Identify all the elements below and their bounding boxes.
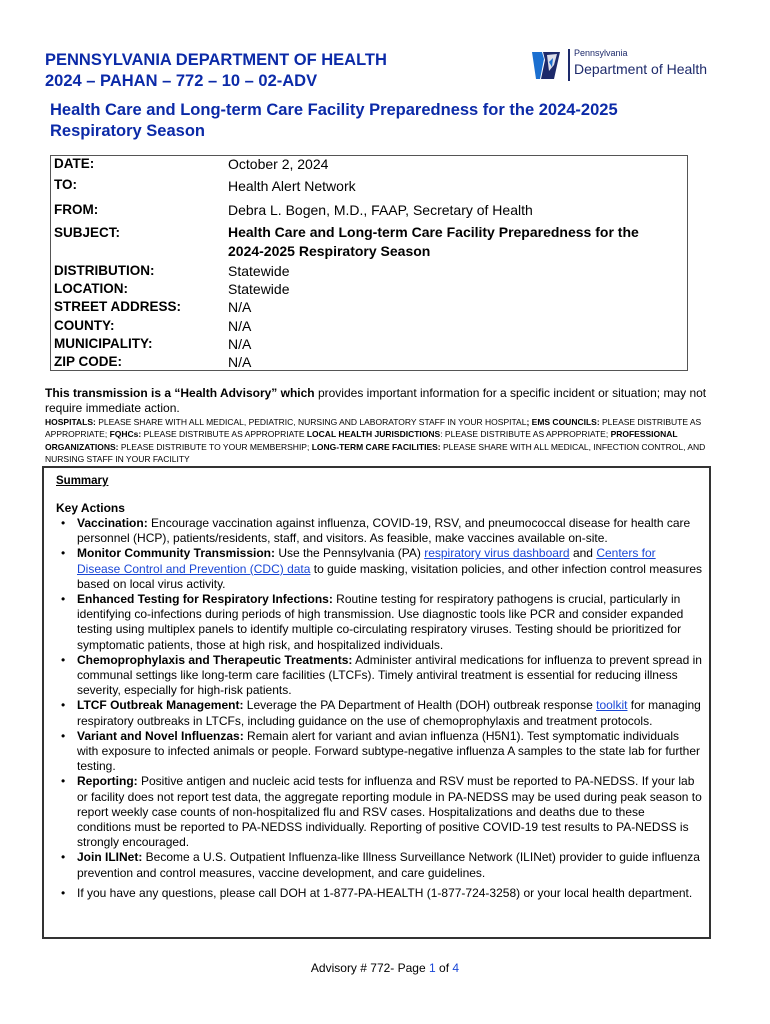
action-item-join-ilinet — [54, 850, 702, 880]
action-label: Enhanced Testing for Respiratory Infections: — [77, 592, 333, 607]
dist-label-hospitals: HOSPITALS: — [45, 417, 96, 427]
meta-label-street-address: STREET ADDRESS: — [54, 299, 182, 314]
respiratory-virus-dashboard-link[interactable]: respiratory virus dashboard — [424, 546, 570, 561]
total-pages-number[interactable]: 4 — [452, 961, 460, 975]
bullet-icon: • — [61, 728, 66, 743]
advisory-code: 2024 – PAHAN – 772 – 10 – 02-ADV — [45, 72, 318, 90]
logo-state-text: Pennsylvania — [574, 48, 628, 58]
action-text: Become a U.S. Outpatient Influenza-like Illness Surveillance Network (ILINet) provider to guide influenza prevention and control measures, vaccine development, and care guidelines. — [77, 850, 700, 880]
meta-value-from: Debra L. Bogen, M.D., FAAP, Secretary of Health — [228, 202, 533, 218]
meta-value-to: Health Alert Network — [228, 178, 356, 194]
dist-text-ems: PLEASE DISTRIBUTE AS APPROPRIATE; — [45, 417, 702, 440]
dist-text-professional-orgs: PLEASE DISTRIBUTE TO YOUR MEMBERSHIP; — [118, 441, 312, 452]
meta-label-subject: SUBJECT: — [54, 225, 121, 240]
dist-label-ltcf: LONG-TERM CARE FACILITIES: — [311, 441, 441, 452]
meta-label-county: COUNTY: — [54, 318, 115, 333]
cdc-data-link[interactable]: Centers for Disease Control and Prevention (CDC) data — [77, 546, 656, 576]
meta-value-subject-line2: 2024-2025 Respiratory Season — [228, 243, 431, 259]
bullet-icon: • — [61, 592, 66, 607]
action-text: Routine testing for respiratory pathogens is crucial, particularly in identifying co-infections during periods of high transmission. Use diagnostic tools like PCR and consider expanded testing using multiplex panels to identify multiple co-circulating respiratory viruses. Testing should be prioritized for symptomatic patients, those at high risk, and hospitalized individuals. — [77, 592, 684, 652]
meta-label-to: TO: — [54, 177, 77, 192]
action-text: Remain alert for variant and avian influenza (H5N1). Test symptomatic individuals with exposure to infected animals or people. Forward subtype-negative influenza A samples to the state lab for further testing. — [77, 728, 701, 774]
org-name: PENNSYLVANIA DEPARTMENT OF HEALTH — [45, 51, 387, 69]
action-label: Reporting: — [77, 774, 138, 789]
meta-value-zip-code: N/A — [228, 354, 252, 370]
action-item-vaccination — [54, 516, 702, 546]
advisory-notice-bold: This transmission is a “Health Advisory” which — [45, 386, 315, 400]
advisory-title: Health Care and Long-term Care Facility Preparedness for the 2024-2025 Respiratory Season — [50, 101, 618, 140]
bullet-icon: • — [61, 885, 66, 900]
keystone-logo-icon — [530, 49, 562, 81]
key-actions-heading: Key Actions — [56, 501, 125, 515]
action-label: Chemoprophylaxis and Therapeutic Treatments: — [77, 652, 353, 667]
action-item-ltcf-outbreak — [54, 698, 702, 728]
action-label: LTCF Outbreak Management: — [77, 698, 244, 713]
action-item-questions — [54, 884, 702, 903]
dist-label-professional-orgs: PROFESSIONAL ORGANIZATIONS: — [45, 429, 678, 452]
meta-label-municipality: MUNICIPALITY: — [54, 336, 153, 351]
meta-label-date: DATE: — [54, 156, 95, 171]
current-page-number[interactable]: 1 — [429, 961, 436, 975]
meta-label-from: FROM: — [54, 202, 99, 217]
meta-label-zip-code: ZIP CODE: — [54, 354, 123, 369]
advisory-notice-text: provides important information for a specific incident or situation; may not require immediate action. — [45, 386, 707, 415]
meta-value-distribution: Statewide — [228, 263, 290, 279]
action-text: Administer antiviral medications for influenza to prevent spread in communal settings like long-term care facilities (LTCFs). Timely antiviral treatment is essential for reducing illness severity, especially for high-risk patients. — [77, 652, 702, 698]
distribution-instructions — [45, 416, 735, 465]
bullet-icon: • — [61, 850, 66, 865]
action-text: If you have any questions, please call DOH at 1-877-PA-HEALTH (1-877-724-3258) or your local health department. — [77, 885, 693, 900]
action-label: Monitor Community Transmission: — [77, 546, 276, 561]
meta-value-county: N/A — [228, 318, 252, 334]
action-item-chemoprophylaxis — [54, 653, 702, 699]
action-item-reporting — [54, 774, 702, 850]
dist-label-fqhcs: FQHCs: — [109, 429, 142, 440]
action-item-enhanced-testing — [54, 592, 702, 653]
summary-box — [42, 466, 711, 939]
action-label: Join ILINet: — [77, 850, 143, 865]
meta-value-street-address: N/A — [228, 299, 252, 315]
dist-text-ltcf: PLEASE SHARE WITH ALL MEDICAL, INFECTION CONTROL, AND NURSING STAFF IN YOUR FACILITY — [45, 441, 706, 464]
toolkit-link[interactable]: toolkit — [596, 698, 628, 713]
bullet-icon: • — [61, 774, 66, 789]
advisory-meta-table — [50, 155, 688, 371]
meta-label-location: LOCATION: — [54, 281, 128, 296]
bullet-icon: • — [61, 652, 66, 667]
footer-prefix: Advisory # 772- Page — [310, 961, 429, 975]
pa-doh-logo — [530, 47, 730, 83]
bullet-icon: • — [61, 698, 66, 713]
action-text: Positive antigen and nucleic acid tests for influenza and RSV must be reported to PA-NEDSS. If your lab or facility does not report test data, the aggregate reporting module in PA-NEDSS may be used during peak season to report weekly case counts of non-hospitalized flu and RSV cases. Hospitalizations and deaths due to these conditions must be reported to PA-NEDSS individually. Reporting of positive COVID-19 test results to PA-NEDSS is strongly encouraged. — [77, 774, 702, 850]
summary-heading: Summary — [56, 475, 109, 487]
action-label: Variant and Novel Influenzas: — [77, 728, 244, 743]
footer-of: of — [435, 961, 453, 975]
bullet-icon: • — [61, 546, 66, 561]
action-item-monitor-transmission — [54, 546, 702, 592]
action-text: Use the Pennsylvania (PA) — [275, 546, 425, 561]
dist-text-lhj: : PLEASE DISTRIBUTE AS APPROPRIATE; — [440, 429, 611, 440]
document-header — [45, 50, 387, 92]
meta-value-date: October 2, 2024 — [228, 156, 329, 172]
action-label: Vaccination: — [77, 516, 148, 530]
advisory-notice — [45, 386, 725, 416]
dist-label-lhj: LOCAL HEALTH JURISDICTIONS — [306, 429, 441, 440]
dist-text-hospitals: PLEASE SHARE WITH ALL MEDICAL, PEDIATRIC, NURSING AND LABORATORY STAFF IN YOUR HOSPITAL — [95, 417, 527, 427]
logo-divider — [568, 49, 570, 81]
dist-label-ems: ; EMS COUNCILS: — [526, 417, 600, 427]
action-text: and — [569, 546, 597, 561]
action-text: for managing respiratory outbreaks in LTCFs, including guidance on the use of chemoprophylaxis and treatment protocols. — [77, 698, 701, 728]
key-actions-list — [54, 516, 702, 903]
logo-dept-text: Department of Health — [574, 61, 708, 77]
page-footer — [0, 961, 770, 975]
meta-value-subject-line1: Health Care and Long-term Care Facility Preparedness for the — [228, 224, 639, 240]
action-text: Leverage the PA Department of Health (DOH) outbreak response — [243, 698, 597, 713]
action-text: Encourage vaccination against influenza, COVID-19, RSV, and pneumococcal disease for health care personnel (HCP), patients/residents, staff, and visitors. As feasible, make vaccines available on-site. — [77, 516, 691, 546]
dist-text-fqhcs: PLEASE DISTRIBUTE AS APPROPRIATE — [141, 429, 307, 440]
meta-value-municipality: N/A — [228, 336, 252, 352]
bullet-icon: • — [61, 516, 66, 530]
meta-label-distribution: DISTRIBUTION: — [54, 263, 155, 278]
meta-value-location: Statewide — [228, 281, 290, 297]
action-text: to guide masking, visitation policies, and other infection control measures based on local virus activity. — [77, 561, 702, 591]
action-item-variant-influenzas — [54, 729, 702, 775]
